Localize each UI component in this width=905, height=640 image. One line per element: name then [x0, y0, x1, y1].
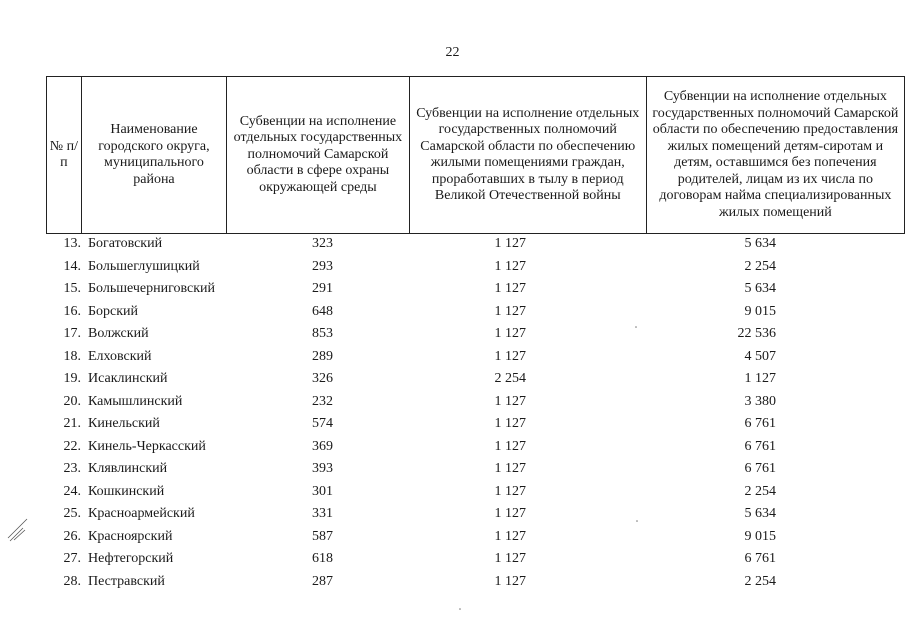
veterans-housing-value: 1 127	[494, 236, 526, 251]
veterans-housing-value: 1 127	[494, 506, 526, 521]
environment-subsidy-value: 293	[312, 258, 333, 274]
row-number: 26.	[63, 528, 81, 544]
environment-subsidy-value: 853	[312, 326, 333, 341]
environment-subsidy-value: 289	[312, 348, 333, 364]
orphans-housing-value: 4 507	[744, 348, 776, 364]
orphans-housing-value: 3 380	[744, 393, 776, 409]
environment-subsidy-value: 618	[312, 551, 333, 566]
orphans-housing-value: 1 127	[744, 371, 776, 386]
environment-subsidy-value: 587	[312, 528, 333, 544]
district-name: Богатовский	[88, 236, 163, 251]
environment-subsidy-value: 232	[312, 393, 333, 409]
veterans-housing-value: 1 127	[494, 303, 526, 319]
environment-subsidy-value: 287	[312, 573, 333, 589]
environment-subsidy-value: 331	[312, 506, 333, 521]
district-name: Исаклинский	[88, 371, 168, 386]
district-name: Кинельский	[88, 416, 160, 431]
row-number: 14.	[63, 258, 81, 274]
orphans-housing-value: 6 761	[744, 416, 776, 431]
environment-subsidy-value: 301	[312, 483, 333, 499]
veterans-housing-value: 1 127	[494, 573, 526, 589]
header-num: № п/п	[47, 77, 82, 234]
orphans-housing-value: 9 015	[744, 528, 776, 544]
district-name: Красноармейский	[88, 506, 195, 521]
environment-subsidy-value: 369	[312, 438, 333, 454]
district-name: Большеглушицкий	[88, 258, 200, 274]
row-number: 20.	[63, 393, 81, 409]
page-number: 22	[445, 45, 460, 60]
row-number: 23.	[63, 461, 81, 476]
district-name: Борский	[88, 303, 139, 319]
row-number: 27.	[63, 551, 81, 566]
environment-subsidy-value: 648	[312, 303, 333, 319]
district-name: Пестравский	[88, 573, 165, 589]
district-name: Кошкинский	[88, 483, 165, 499]
veterans-housing-value: 1 127	[494, 483, 526, 499]
header-housing-veterans-subsidy: Субвенции на исполнение отдельных государственных полномочий Самарской области по обеспечению жилыми помещениями граждан, проработавших в тылу в период Великой Отечественной войны	[409, 77, 646, 234]
row-number: 25.	[63, 506, 81, 521]
veterans-housing-value: 1 127	[494, 416, 526, 431]
veterans-housing-value: 1 127	[494, 551, 526, 566]
row-number: 18.	[63, 348, 81, 364]
orphans-housing-value: 6 761	[744, 551, 776, 566]
district-name: Волжский	[88, 326, 149, 341]
header-environment-subsidy: Субвенции на исполнение отдельных государственных полномочий Самарской области в сфере охраны окружающей среды	[227, 77, 410, 234]
environment-subsidy-value: 393	[312, 461, 333, 476]
veterans-housing-value: 1 127	[494, 528, 526, 544]
veterans-housing-value: 1 127	[494, 393, 526, 409]
orphans-housing-value: 2 254	[744, 573, 776, 589]
veterans-housing-value: 1 127	[494, 438, 526, 454]
district-name: Камышлинский	[88, 393, 183, 409]
veterans-housing-value: 1 127	[494, 326, 526, 341]
header-district: Наименование городского округа, муниципального района	[81, 77, 226, 234]
environment-subsidy-value: 326	[312, 371, 333, 386]
district-name: Елховский	[88, 348, 152, 364]
orphans-housing-value: 6 761	[744, 438, 776, 454]
row-number: 21.	[63, 416, 81, 431]
orphans-housing-value: 22 536	[737, 326, 776, 341]
veterans-housing-value: 1 127	[494, 281, 526, 296]
orphans-housing-value: 5 634	[744, 506, 776, 521]
district-name: Клявлинский	[88, 461, 168, 476]
environment-subsidy-value: 574	[312, 416, 333, 431]
orphans-housing-value: 5 634	[744, 236, 776, 251]
orphans-housing-value: 5 634	[744, 281, 776, 296]
environment-subsidy-value: 291	[312, 281, 333, 296]
district-name: Кинель-Черкасский	[88, 438, 206, 454]
header-housing-orphans-subsidy: Субвенции на исполнение отдельных государственных полномочий Самарской области по обеспечению предоставления жилых помещений детям-сиротам и детям, оставшимся без попечения родителей, лицам из их числа по договорам найма специализированных жилых помещений	[646, 77, 904, 234]
row-number: 24.	[63, 483, 81, 499]
veterans-housing-value: 1 127	[494, 258, 526, 274]
orphans-housing-value: 6 761	[744, 461, 776, 476]
orphans-housing-value: 9 015	[744, 303, 776, 319]
row-number: 22.	[63, 438, 81, 454]
district-name: Большечерниговский	[88, 281, 216, 296]
district-name: Красноярский	[88, 528, 173, 544]
row-number: 17.	[63, 326, 81, 341]
row-number: 19.	[63, 371, 81, 386]
environment-subsidy-value: 323	[312, 236, 333, 251]
district-name: Нефтегорский	[88, 551, 174, 566]
veterans-housing-value: 1 127	[494, 461, 526, 476]
veterans-housing-value: 2 254	[494, 371, 526, 386]
row-number: 16.	[63, 303, 81, 319]
row-number: 28.	[63, 573, 81, 589]
orphans-housing-value: 2 254	[744, 483, 776, 499]
orphans-housing-value: 2 254	[744, 258, 776, 274]
row-number: 13.	[63, 236, 81, 251]
row-number: 15.	[63, 281, 81, 296]
veterans-housing-value: 1 127	[494, 348, 526, 364]
